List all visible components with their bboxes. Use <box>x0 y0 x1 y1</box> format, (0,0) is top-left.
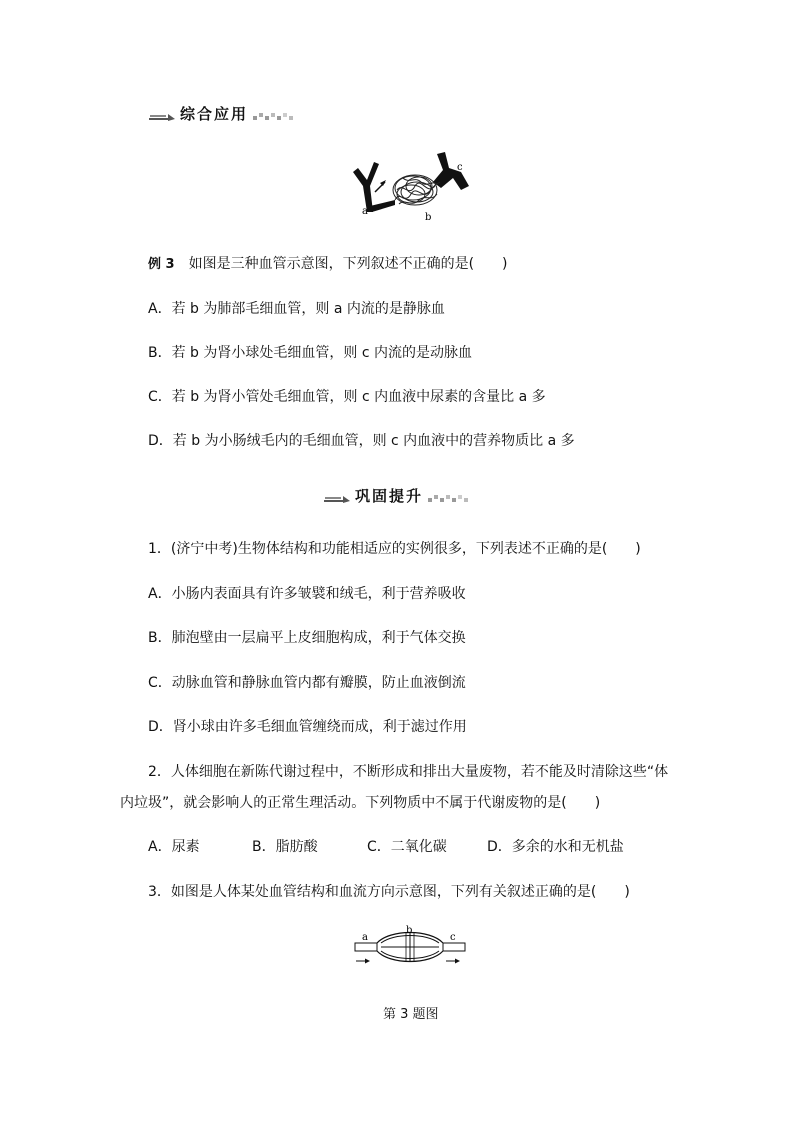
section-title: 巩固提升 <box>355 487 424 505</box>
q2-options <box>148 837 668 857</box>
q1-option-c: C．动脉血管和静脉血管内都有瓣膜，防止血液倒流 <box>148 675 466 691</box>
diagram-label-a: a <box>362 932 368 943</box>
q2-option-a: A．尿素 <box>148 839 200 855</box>
section-banner-comprehensive <box>148 104 298 126</box>
figure-label-b: b <box>425 212 432 223</box>
example3-option-a: A．若 b 为肺部毛细血管，则 a 内流的是静脉血 <box>148 301 445 317</box>
q1-option-a: A．小肠内表面具有许多皱襞和绒毛，利于营养吸收 <box>148 586 466 602</box>
example3-option-b: B．若 b 为肾小球处毛细血管，则 c 内流的是动脉血 <box>148 345 472 361</box>
q1-stem: 1．(济宁中考)生物体结构和功能相适应的实例很多，下列表述不正确的是( ) <box>148 541 641 557</box>
q2-option-d: D．多余的水和无机盐 <box>487 839 624 855</box>
dots-decoration-icon <box>428 492 473 504</box>
example3-stem <box>148 254 508 275</box>
blood-vessel-figure <box>345 150 475 230</box>
example-text: 如图是三种血管示意图，下列叙述不正确的是( ) <box>188 256 508 272</box>
q1-option-b: B．肺泡壁由一层扁平上皮细胞构成，利于气体交换 <box>148 630 466 646</box>
figure-label-c: c <box>457 162 463 173</box>
dots-decoration-icon <box>253 110 298 122</box>
q2-stem-line2: 内垃圾”，就会影响人的正常生理活动。下列物质中不属于代谢废物的是( ) <box>120 795 601 811</box>
section-banner-consolidation <box>323 486 473 508</box>
figure-caption: 第 3 题图 <box>383 1007 439 1022</box>
arrow-icon <box>323 488 351 504</box>
example3-option-d: D．若 b 为小肠绒毛内的毛细血管，则 c 内血液中的营养物质比 a 多 <box>148 433 575 449</box>
arrow-icon <box>148 106 176 122</box>
q1-option-d: D．肾小球由许多毛细血管缠绕而成，利于滤过作用 <box>148 719 467 735</box>
example3-option-c: C．若 b 为肾小管处毛细血管，则 c 内血液中尿素的含量比 a 多 <box>148 389 546 405</box>
q2-option-b: B．脂肪酸 <box>252 839 318 855</box>
q3-stem: 3．如图是人体某处血管结构和血流方向示意图，下列有关叙述正确的是( ) <box>148 884 630 900</box>
q2-stem-line1: 2．人体细胞在新陈代谢过程中，不断形成和排出大量废物，若不能及时清除这些“体 <box>148 764 669 780</box>
vessel-flow-diagram <box>350 925 470 975</box>
example-prefix: 例 3 <box>148 257 175 272</box>
diagram-label-b: b <box>406 925 413 936</box>
figure-label-a: a <box>362 206 368 217</box>
section-title: 综合应用 <box>180 105 249 123</box>
diagram-label-c: c <box>450 932 456 943</box>
q2-option-c: C．二氧化碳 <box>367 839 447 855</box>
